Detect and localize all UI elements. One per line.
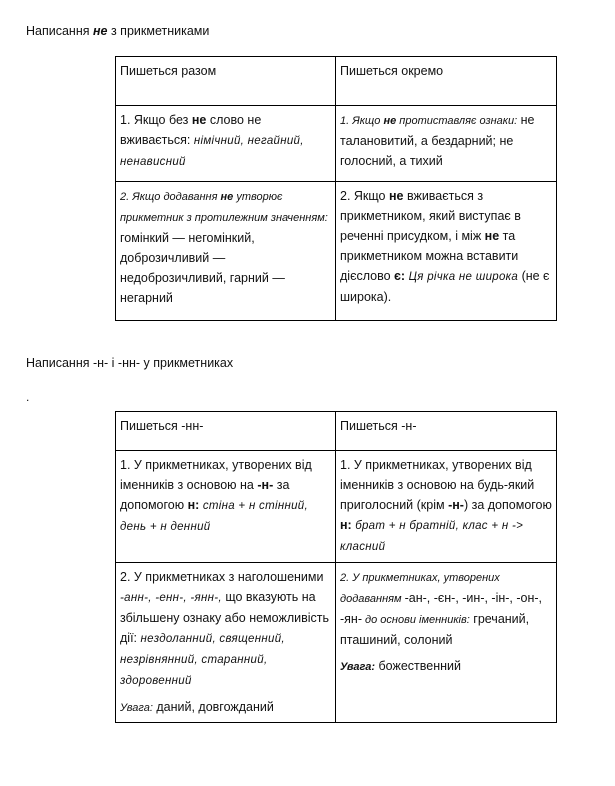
header-together: Пишеться разом xyxy=(116,57,336,106)
header-single-n: Пишеться -н- xyxy=(336,412,557,451)
section2-title: Написання -н- і -нн- у прикметниках xyxy=(26,356,234,370)
table-row xyxy=(116,563,557,723)
section1-title: Написання не з прикметниками xyxy=(26,24,210,38)
rule-single-n-2: 2. У прикметниках, утворених додаванням -ан-, -єн-, -ин-, -ін-, -он-, -ян- до основи іменників: гречаний, пташиний, солоний Увага: божественний xyxy=(336,563,557,723)
rule-double-n-2: 2. У прикметниках з наголошеними -анн-, -енн-, -янн-, що вказують на збільшену ознаку або неможливість дії: нездоланний, священний, незрівнянний, старанний, здоровенний Увага: даний, довгожданий xyxy=(116,563,336,723)
note-double-n: Увага: даний, довгожданий xyxy=(120,700,274,714)
note-single-n: Увага: божественний xyxy=(340,659,461,673)
rule-double-n-1: 1. У прикметниках, утворених від іменників з основою на -н- за допомогою н: стіна + н стінний, день + н денний xyxy=(116,451,336,563)
table-row xyxy=(116,182,557,321)
table-ne-adjectives xyxy=(115,56,557,321)
header-double-n: Пишеться -нн- xyxy=(116,412,336,451)
table-row xyxy=(116,57,557,106)
table-n-nn-adjectives xyxy=(115,411,557,723)
table-row xyxy=(116,412,557,451)
header-separate: Пишеться окремо xyxy=(336,57,557,106)
table-row xyxy=(116,451,557,563)
rule-together-1: 1. Якщо без не слово не вживається: німічний, негайний, ненависний xyxy=(116,106,336,182)
table-row xyxy=(116,106,557,182)
rule-together-2: 2. Якщо додавання не утворює прикметник з протилежним значенням: гомінкий — негомінкий, доброзичливий — недоброзичливий, гарний — негарний xyxy=(116,182,336,321)
stray-dot: . xyxy=(26,390,30,404)
rule-separate-1: 1. Якщо не протиставляє ознаки: не талановитий, а бездарний; не голосний, а тихий xyxy=(336,106,557,182)
rule-single-n-1: 1. У прикметниках, утворених від іменників з основою на будь-який приголосний (крім -н-) за допомогою н: брат + н братній, клас + н -> класний xyxy=(336,451,557,563)
rule-separate-2: 2. Якщо не вживається з прикметником, який виступає в реченні присудком, і між не та прикметником можна вставити дієслово є: Ця річка не широка (не є широка). xyxy=(336,182,557,321)
